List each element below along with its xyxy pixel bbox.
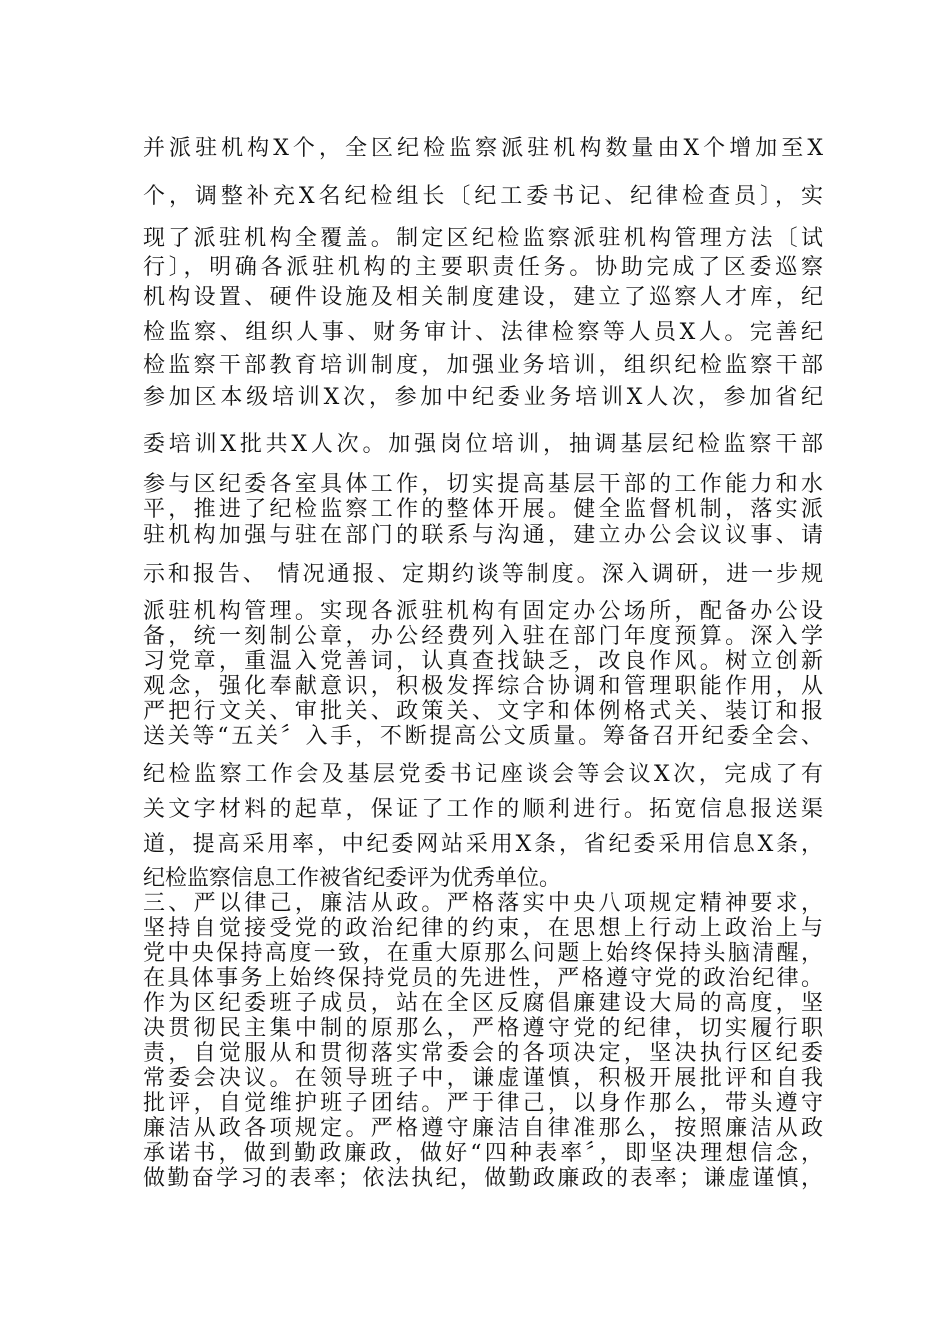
text-line: 常委会决议。在领导班子中，谦虚谨慎，积极开展批评和自我 xyxy=(143,1066,823,1091)
text-line: 责，自觉服从和贯彻落实常委会的各项决定，坚决执行区纪委 xyxy=(143,1041,823,1066)
text-line: 检监察、组织人事、财务审计、法律检察等人员X人。完善纪 xyxy=(143,320,823,345)
text-line: 行〕，明确各派驻机构的主要职责任务。协助完成了区委巡察 xyxy=(143,255,823,280)
text-line: 承诺书，做到勤政廉政，做好“四种表率〞，即坚决理想信念， xyxy=(143,1141,823,1166)
text-line: 关文字材料的起草，保证了工作的顺利进行。拓宽信息报送渠 xyxy=(143,797,823,822)
text-line: 作为区纪委班子成员，站在全区反腐倡廉建设大局的高度，坚 xyxy=(143,991,823,1016)
text-line: 并派驻机构X个，全区纪检监察派驻机构数量由X个增加至X xyxy=(143,136,823,161)
text-line: 纪检监察信息工作被省纪委评为优秀单位。 xyxy=(143,866,562,891)
text-line: 备，统一刻制公章，办公经费列入驻在部门年度预算。深入学 xyxy=(143,624,823,649)
text-line: 委培训X批共X人次。加强岗位培训，抽调基层纪检监察干部 xyxy=(143,432,823,457)
text-line: 坚持自觉接受党的政治纪律的约束，在思想上行动上政治上与 xyxy=(143,916,823,941)
text-line: 在具体事务上始终保持党员的先进性，严格遵守党的政治纪律。 xyxy=(143,966,823,991)
text-line: 廉洁从政各项规定。严格遵守廉洁自律准那么，按照廉洁从政 xyxy=(143,1116,823,1141)
text-line: 机构设置、硬件设施及相关制度建设，建立了巡察人才库，纪 xyxy=(143,285,823,310)
text-line: 严把行文关、审批关、政策关、文字和体例格式关、装订和报 xyxy=(143,699,823,724)
text-line: 决贯彻民主集中制的原那么，严格遵守党的纪律，切实履行职 xyxy=(143,1016,823,1041)
text-line: 观念，强化奉献意识，积极发挥综合协调和管理职能作用，从 xyxy=(143,674,823,699)
text-line: 派驻机构管理。实现各派驻机构有固定办公场所，配备办公设 xyxy=(143,599,823,624)
text-line: 参加区本级培训X次，参加中纪委业务培训X人次，参加省纪 xyxy=(143,385,823,410)
text-line: 做勤奋学习的表率；依法执纪，做勤政廉政的表率；谦虚谨慎， xyxy=(143,1166,823,1191)
text-line: 示和报告、 情况通报、定期约谈等制度。深入调研，进一步规 xyxy=(143,562,823,587)
text-line: 批评，自觉维护班子团结。严于律己，以身作那么，带头遵守 xyxy=(143,1091,823,1116)
text-line: 党中央保持高度一致，在重大原那么问题上始终保持头脑清醒， xyxy=(143,941,823,966)
text-line: 现了派驻机构全覆盖。制定区纪检监察派驻机构管理方法〔试 xyxy=(143,226,823,251)
text-line: 习党章，重温入党善词，认真查找缺乏，改良作风。树立创新 xyxy=(143,649,823,674)
text-line: 道，提高采用率，中纪委网站采用X条，省纪委采用信息X条， xyxy=(143,832,823,857)
text-line: 个，调整补充X名纪检组长〔纪工委书记、纪律检查员〕，实 xyxy=(143,184,823,209)
text-line: 检监察干部教育培训制度，加强业务培训，组织纪检监察干部 xyxy=(143,353,823,378)
text-line: 驻机构加强与驻在部门的联系与沟通，建立办公会议议事、请 xyxy=(143,523,823,548)
paragraph-heading-line: 三、严以律己，廉洁从政。严格落实中央八项规定精神要求， xyxy=(143,891,823,916)
text-line: 参与区纪委各室具体工作，切实提高基层干部的工作能力和水 xyxy=(143,472,823,497)
text-line: 纪检监察工作会及基层党委书记座谈会等会议X次，完成了有 xyxy=(143,762,823,787)
text-line: 平，推进了纪检监察工作的整体开展。健全监督机制，落实派 xyxy=(143,497,823,522)
text-line: 送关等“五关〞入手，不断提高公文质量。筹备召开纪委全会、 xyxy=(143,724,823,749)
